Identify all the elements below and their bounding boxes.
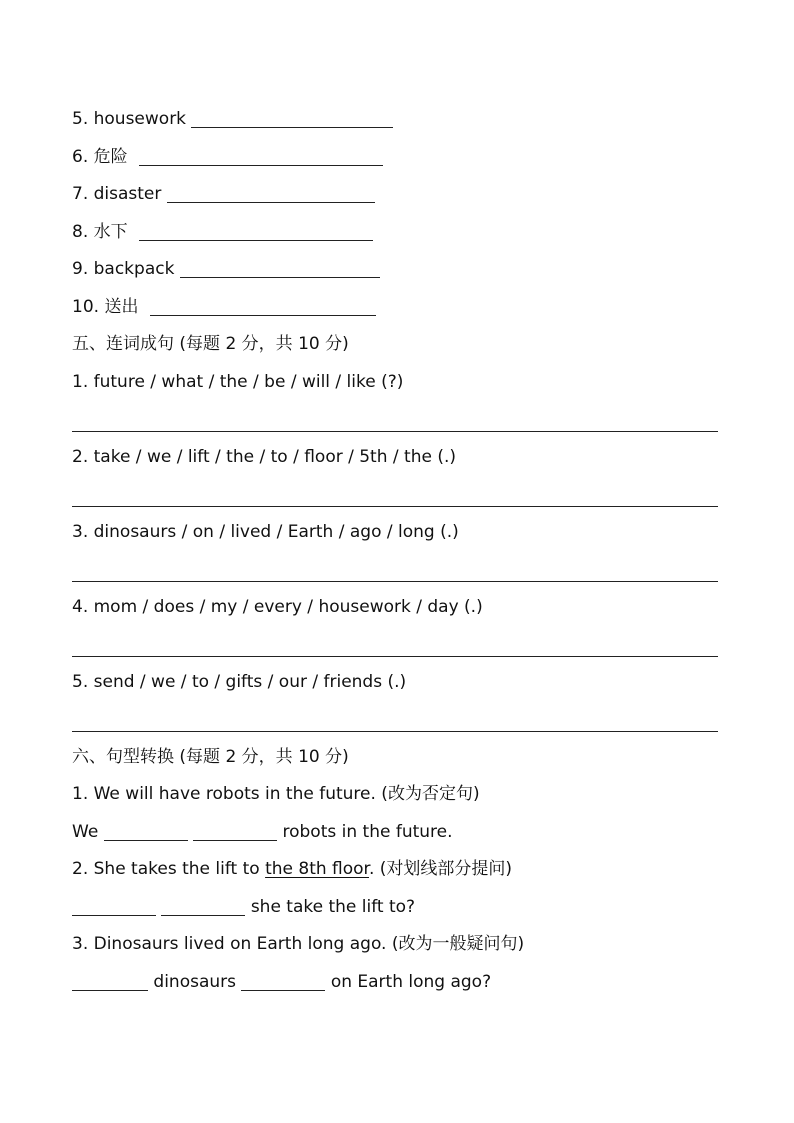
vocab-item-6: 6. 危险 — [72, 142, 718, 180]
section6-q1-prompt: 1. We will have robots in the future. (改为否定句) — [72, 784, 480, 804]
section6-q2-answer: she take the lift to? — [72, 892, 718, 930]
section5-item-5: 5. send / we / to / gifts / our / friends (.) — [72, 671, 407, 692]
vocab-item-9: 9. backpack — [72, 254, 718, 292]
q3-blank-2[interactable] — [241, 970, 325, 991]
vocab-blank-10[interactable] — [150, 295, 376, 316]
section5-item-3: 3. dinosaurs / on / lived / Earth / ago / long (.) — [72, 521, 459, 542]
q1-blank-1[interactable] — [104, 820, 188, 841]
underlined-phrase: the 8th floor — [265, 859, 369, 879]
section5-item-1: 1. future / what / the / be / will / like (?) — [72, 371, 404, 392]
q2-blank-2[interactable] — [161, 895, 245, 916]
answer-line-3[interactable] — [72, 554, 718, 592]
section5-item-2: 2. take / we / lift / the / to / floor / 5th / the (.) — [72, 446, 457, 467]
section5-heading: 五、连词成句 (每题 2 分，共 10 分) — [72, 334, 349, 354]
answer-line-4[interactable] — [72, 629, 718, 667]
q1-blank-2[interactable] — [193, 820, 277, 841]
vocab-item-7: 7. disaster — [72, 179, 718, 217]
section5-item-4: 4. mom / does / my / every / housework / day (.) — [72, 596, 483, 617]
vocab-blank-8[interactable] — [139, 220, 373, 241]
vocab-blank-5[interactable] — [191, 107, 393, 128]
section6-q3-prompt: 3. Dinosaurs lived on Earth long ago. (改为一般疑问句) — [72, 934, 525, 954]
worksheet-page — [72, 104, 718, 1004]
answer-line-5[interactable] — [72, 704, 718, 742]
vocab-item-10: 10. 送出 — [72, 292, 718, 330]
section6-heading: 六、句型转换 (每题 2 分，共 10 分) — [72, 746, 349, 767]
answer-line-1[interactable] — [72, 404, 718, 442]
vocab-blank-6[interactable] — [139, 145, 383, 166]
section6-q1-answer: We robots in the future. — [72, 821, 453, 842]
vocab-item-8: 8. 水下 — [72, 217, 718, 255]
q2-blank-1[interactable] — [72, 895, 156, 916]
section6-q2-prompt: 2. She takes the lift to the 8th floor. (对划线部分提问) — [72, 859, 513, 879]
q3-blank-1[interactable] — [72, 970, 148, 991]
vocab-blank-9[interactable] — [180, 257, 380, 278]
vocab-blank-7[interactable] — [167, 182, 375, 203]
vocab-item-5: 5. housework — [72, 104, 718, 142]
answer-line-2[interactable] — [72, 479, 718, 517]
section6-q3-answer: dinosaurs on Earth long ago? — [72, 967, 718, 1005]
